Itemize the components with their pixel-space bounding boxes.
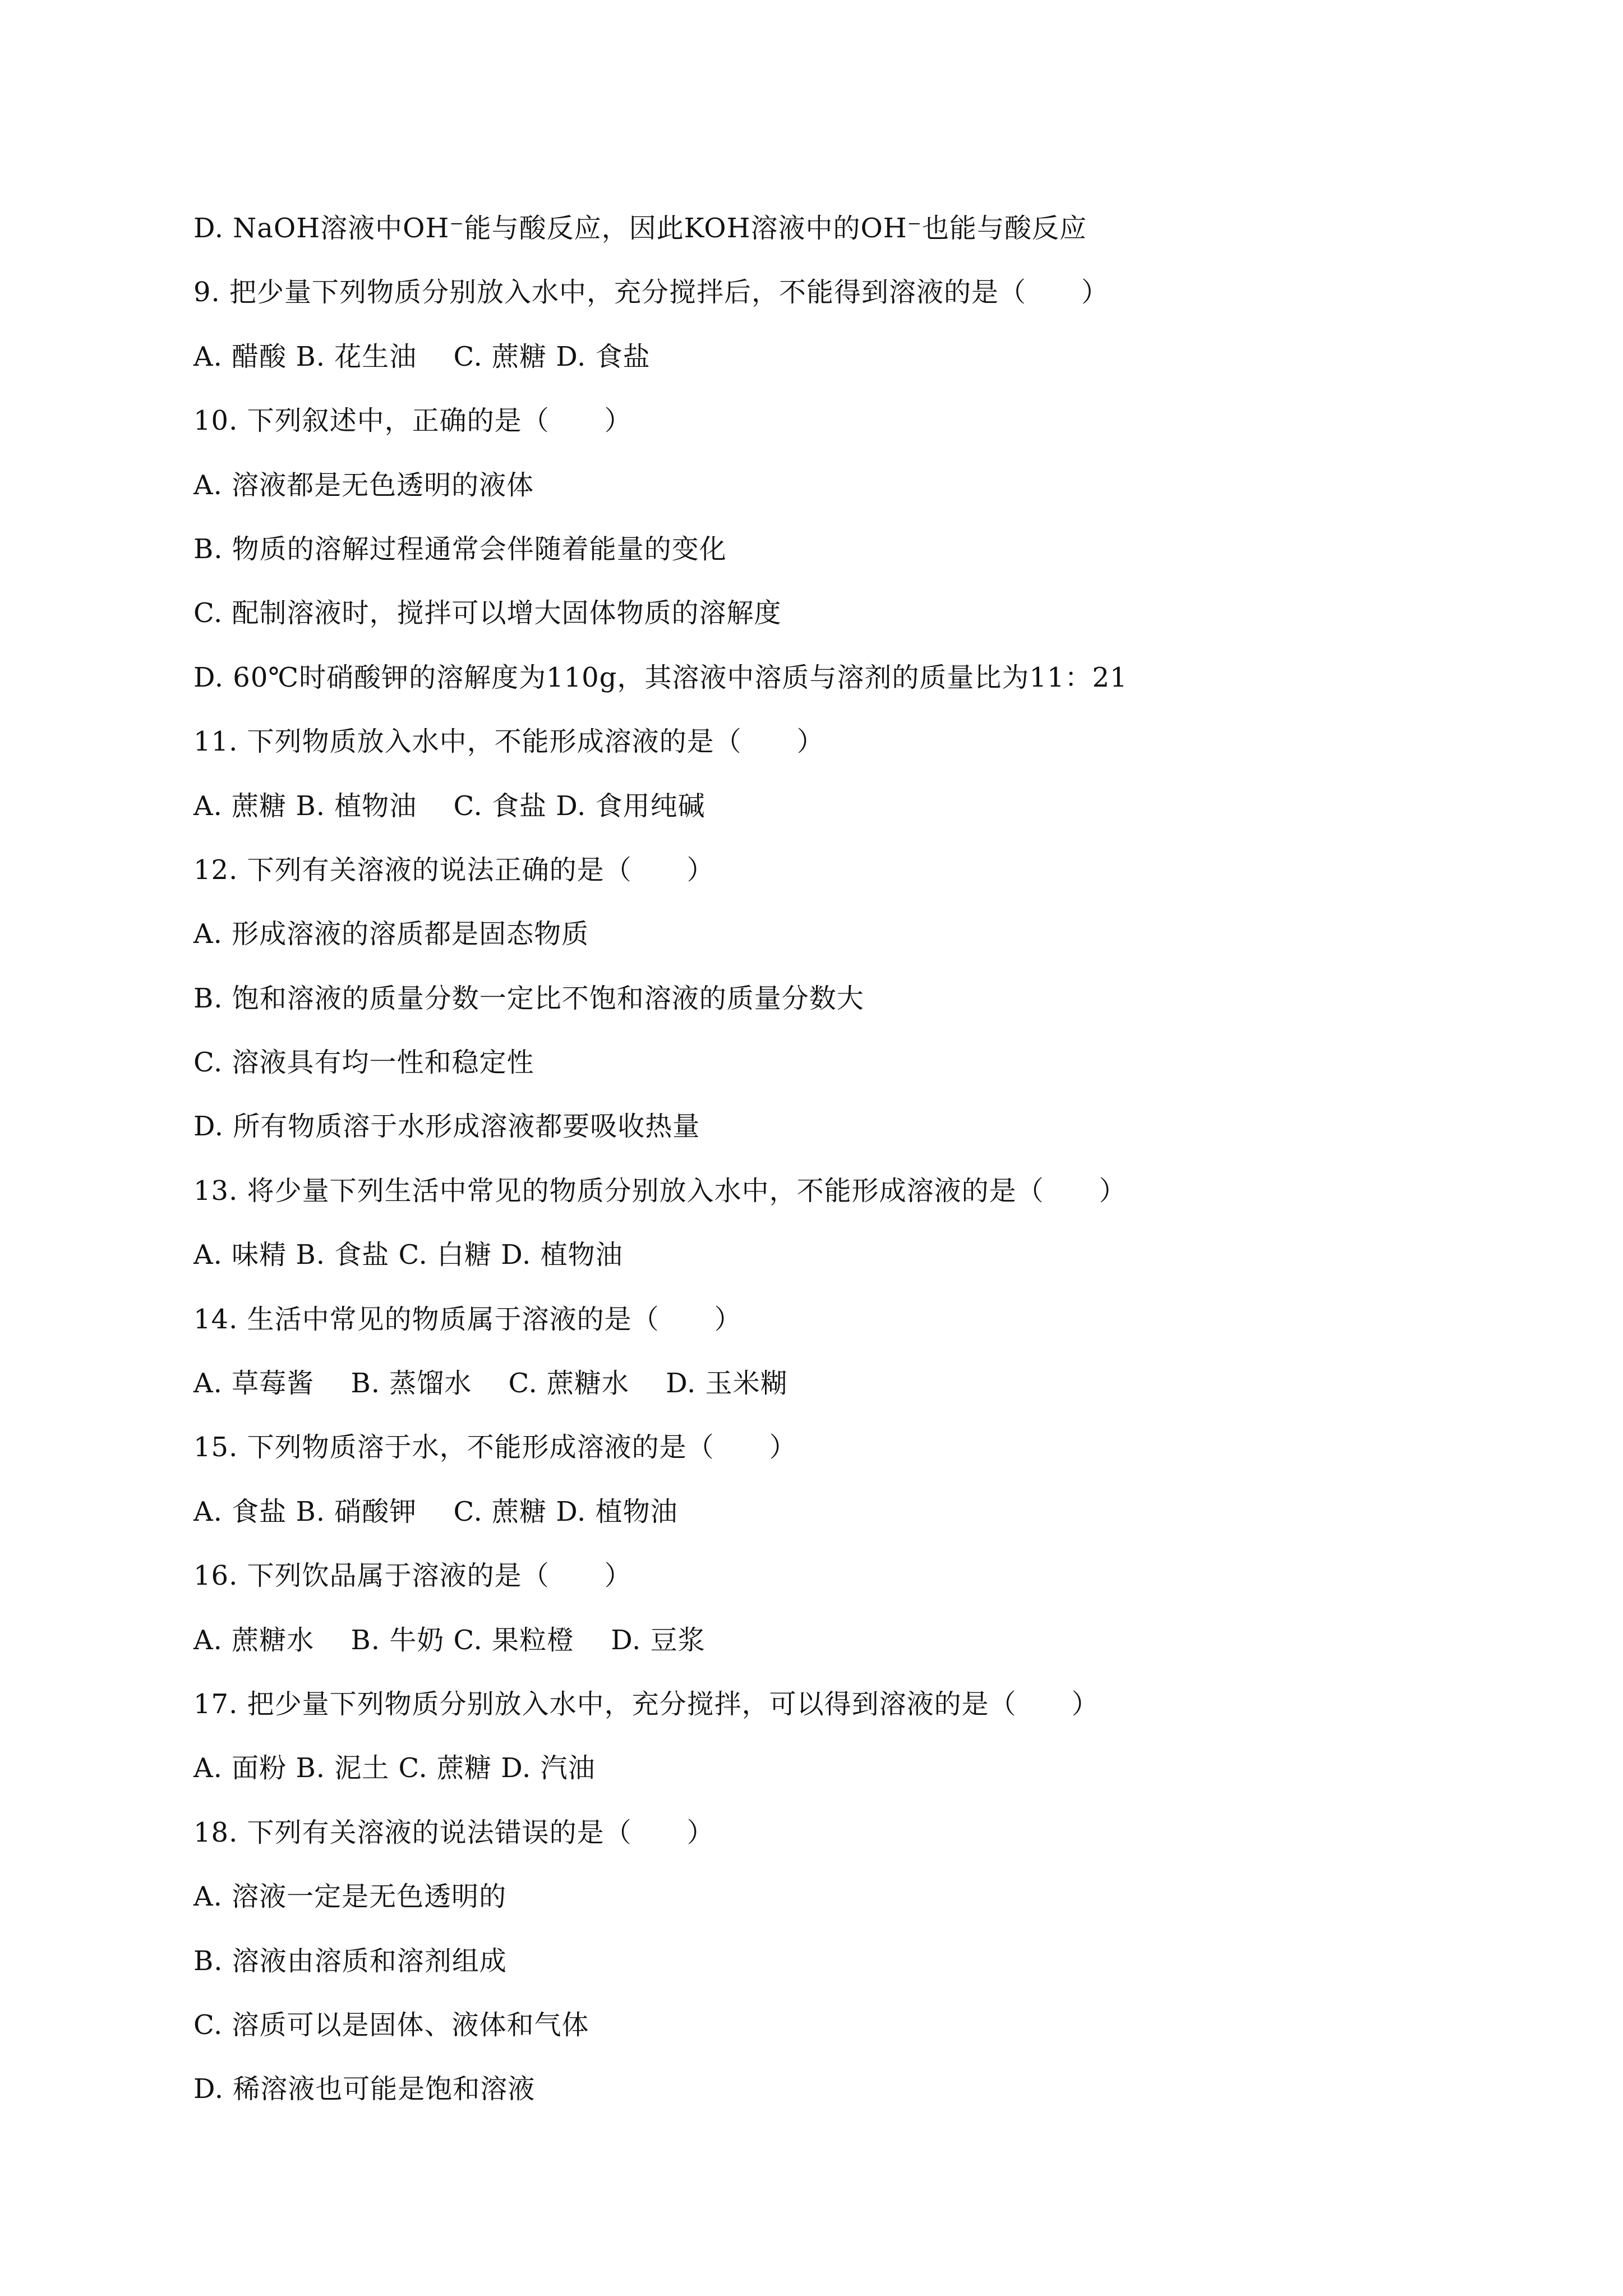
question-line: 15. 下列物质溶于水，不能形成溶液的是（ ） <box>193 1432 797 1464</box>
question-line: 12. 下列有关溶液的说法正确的是（ ） <box>193 854 714 886</box>
option-line: A. 醋酸 B. 花生油 C. 蔗糖 D. 食盐 <box>193 341 651 372</box>
option-line: A. 形成溶液的溶质都是固态物质 <box>193 918 589 950</box>
option-line: D. 所有物质溶于水形成溶液都要吸收热量 <box>193 1111 700 1143</box>
option-line: A. 食盐 B. 硝酸钾 C. 蔗糖 D. 植物油 <box>193 1496 678 1527</box>
option-line: A. 草莓酱 B. 蒸馏水 C. 蔗糖水 D. 玉米糊 <box>193 1368 788 1400</box>
question-line: 9. 把少量下列物质分别放入水中，充分搅拌后，不能得到溶液的是（ ） <box>193 277 1109 309</box>
option-line: C. 溶质可以是固体、液体和气体 <box>193 2009 589 2041</box>
option-line: A. 味精 B. 食盐 C. 白糖 D. 植物油 <box>193 1239 623 1271</box>
option-line: D. 60℃时硝酸钾的溶解度为110g，其溶液中溶质与溶剂的质量比为11：21 <box>193 661 1128 693</box>
option-line: A. 蔗糖水 B. 牛奶 C. 果粒橙 D. 豆浆 <box>193 1624 706 1656</box>
question-line: 17. 把少量下列物质分别放入水中，充分搅拌，可以得到溶液的是（ ） <box>193 1688 1099 1720</box>
question-line: 10. 下列叙述中，正确的是（ ） <box>193 405 632 437</box>
option-line: A. 面粉 B. 泥土 C. 蔗糖 D. 汽油 <box>193 1752 596 1784</box>
question-line: 11. 下列物质放入水中，不能形成溶液的是（ ） <box>193 726 824 758</box>
option-line: C. 配制溶液时，搅拌可以增大固体物质的溶解度 <box>193 597 782 629</box>
option-line: D. NaOH溶液中OH⁻能与酸反应，因此KOH溶液中的OH⁻也能与酸反应 <box>193 213 1087 244</box>
question-line: 14. 生活中常见的物质属于溶液的是（ ） <box>193 1303 742 1335</box>
option-line: B. 溶液由溶质和溶剂组成 <box>193 1945 507 1977</box>
option-line: A. 溶液都是无色透明的液体 <box>193 469 534 501</box>
option-line: A. 蔗糖 B. 植物油 C. 食盐 D. 食用纯碱 <box>193 790 706 822</box>
option-line: D. 稀溶液也可能是饱和溶液 <box>193 2073 536 2105</box>
question-line: 16. 下列饮品属于溶液的是（ ） <box>193 1560 632 1592</box>
option-line: C. 溶液具有均一性和稳定性 <box>193 1047 534 1079</box>
document-body <box>193 203 1483 2128</box>
question-line: 13. 将少量下列生活中常见的物质分别放入水中，不能形成溶液的是（ ） <box>193 1175 1127 1207</box>
option-line: B. 饱和溶液的质量分数一定比不饱和溶液的质量分数大 <box>193 982 864 1014</box>
option-line: B. 物质的溶解过程通常会伴随着能量的变化 <box>193 533 727 565</box>
question-line: 18. 下列有关溶液的说法错误的是（ ） <box>193 1816 714 1848</box>
option-line: A. 溶液一定是无色透明的 <box>193 1881 507 1913</box>
